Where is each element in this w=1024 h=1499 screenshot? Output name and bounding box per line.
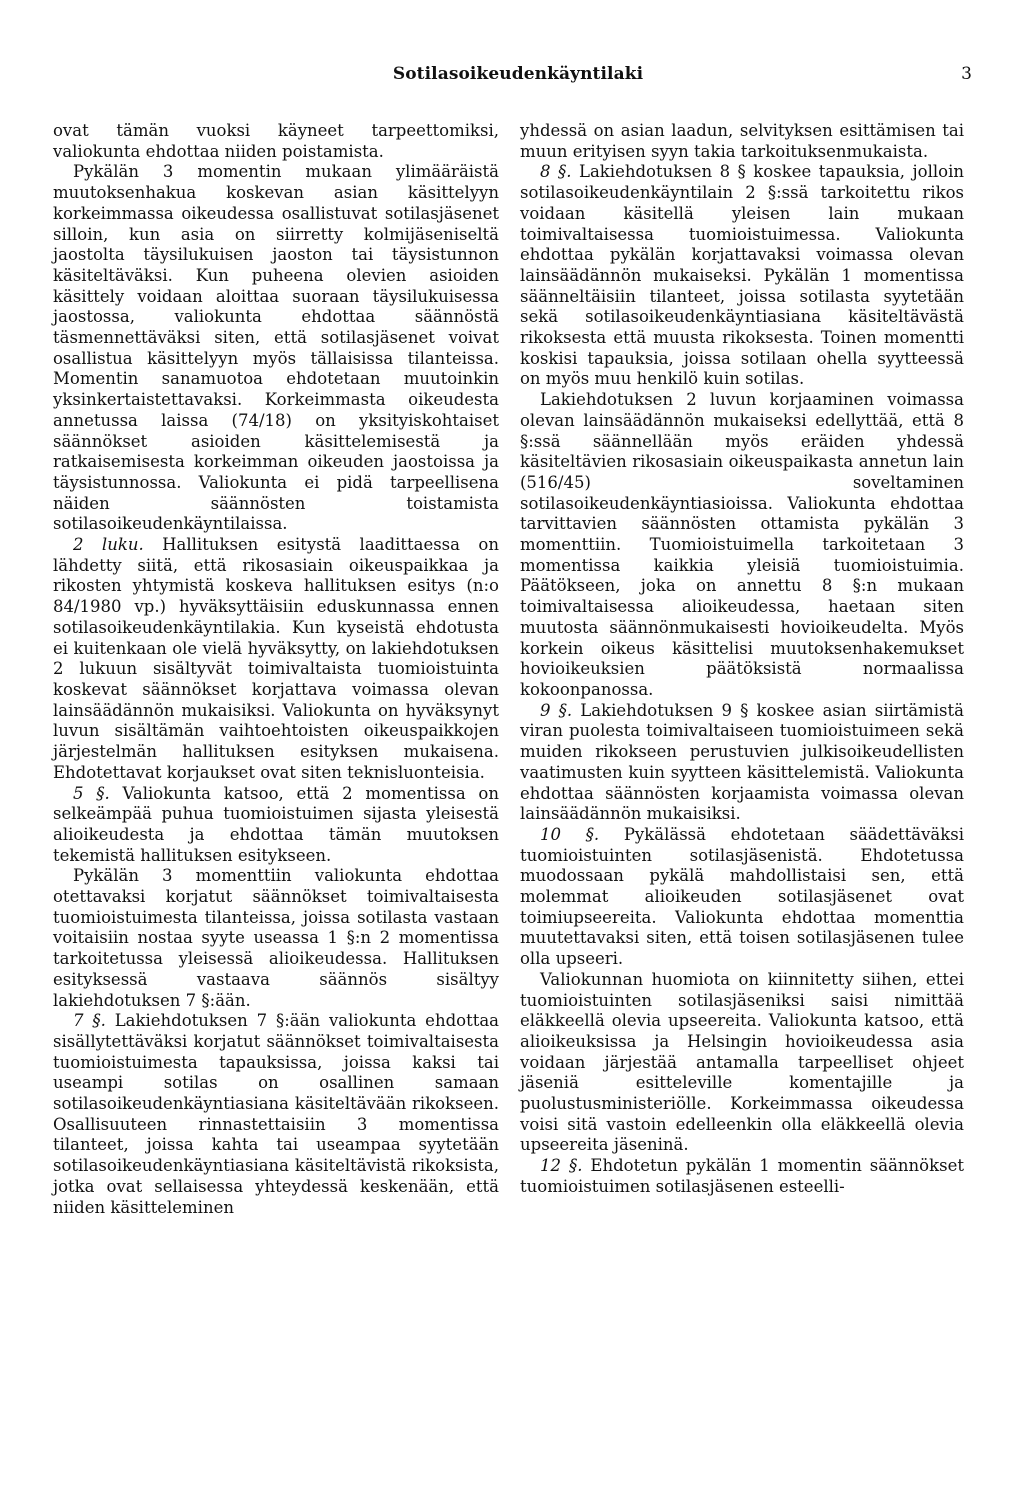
- paragraph: Lakiehdotuksen 2 luvun korjaaminen voimassa olevan lainsäädännön mukaiseksi edellyttää, että 8 §:ssä säännellään myös eräiden yhdessä käsiteltävien rikosasiain oikeuspaikasta annetun lain (516/45) soveltaminen sotilasoikeudenkäyntiasioissa. Valiokunta ehdottaa tarvittavien säännösten ottamista pykälän 3 momenttiin. Tuomioistuimella tarkoitetaan 3 momentissa kaikkia yleisiä tuomioistuimia. Päätökseen, joka on annettu 8 §:n mukaan toimivaltaisessa alioikeudessa, haetaan siten muutosta säännönmukaisesti hovioikeudelta. Myös korkein oikeus käsittelisi muutoksenhakemukset hovioikeuksien päätöksistä normaalissa kokoonpanossa.: [520, 390, 964, 699]
- paragraph: [53, 535, 499, 783]
- section-label: 7 §.: [73, 1011, 106, 1031]
- section-label: 8 §.: [540, 162, 572, 182]
- paragraph-text: Pykälässä ehdotetaan säädettäväksi tuomioistuinten sotilasjäsenistä. Ehdotetussa muodossaan pykälä mahdollistaisi sen, että molemmat alioikeuden sotilasjäsenet ovat toimiupseereita. Valiokunta ehdottaa momenttia muutettavaksi siten, että toisen sotilasjäsenen tulee olla upseeri.: [520, 824, 964, 969]
- paragraph: yhdessä on asian laadun, selvityksen esittämisen tai muun erityisen syyn takia tarkoituksenmukaista.: [520, 121, 964, 161]
- paragraph-text: Lakiehdotuksen 9 § koskee asian siirtämistä viran puolesta toimivaltaiseen tuomioistuimeen sekä muiden rikokseen perustuvien julkisoikeudellisten vaatimusten kuin syytteen käsittelemistä. Valiokunta ehdottaa säännösten korjaamista voimassa olevan lainsäädännön mukaisiksi.: [520, 700, 964, 824]
- section-label: 9 §.: [540, 700, 573, 720]
- section-label: 12 §.: [540, 1156, 583, 1176]
- paragraph-text: Valiokunta katsoo, että 2 momentissa on selkeämpää puhua tuomioistuimen sijasta yleisestä alioikeudesta ja ehdottaa tämän muutoksen tekemistä hallituksen esitykseen.: [53, 783, 499, 865]
- paragraph: [520, 162, 964, 390]
- paragraph-text: Ehdotetun pykälän 1 momentin säännökset tuomioistuimen sotilasjäsenen esteelli-: [520, 1156, 964, 1196]
- paragraph: [53, 784, 499, 867]
- paragraph-text: Lakiehdotuksen 8 § koskee tapauksia, jolloin sotilasoikeudenkäyntilain 2 §:ssä tarkoitettu rikos voidaan käsitellä yleisen lain mukaan toimivaltaisessa tuomioistuimessa. Valiokunta ehdottaa pykälän korjattavaksi voimassa olevan lainsäädännön mukaiseksi. Pykälän 1 momentissa säänneltäisiin tilanteet, joissa sotilasta syytetään sekä sotilasoikeudenkäyntiasiana käsiteltävästä rikoksesta että muusta rikoksesta. Toinen momentti koskisi tapauksia, joissa sotilaan ohella syytteessä on myös muu henkilö kuin sotilas.: [520, 162, 964, 389]
- paragraph-text: Lakiehdotuksen 7 §:ään valiokunta ehdottaa sisällytettäväksi korjatut säännökset toimivaltaisesta tuomioistuimesta tapauksissa, joissa kaksi tai useampi sotilas on osallinen samaan sotilasoikeudenkäyntiasiana käsiteltävään rikokseen. Osallisuuteen rinnastettaisiin 3 momentissa tilanteet, joissa kahta tai useampaa syytetään sotilasoikeudenkäyntiasiana käsiteltävistä rikoksista, jotka ovat sellaisessa yhteydessä keskenään, että niiden käsitteleminen: [53, 1011, 499, 1217]
- paragraph: Pykälän 3 momenttiin valiokunta ehdottaa otettavaksi korjatut säännökset toimivaltaisesta tuomioistuimesta tilanteissa, joissa sotilasta vastaan voitaisiin nostaa syyte useassa 1 §:n 2 momentissa tarkoitetussa yleisessä alioikeudessa. Hallituksen esityksessä vastaava säännös sisältyy lakiehdotuksen 7 §:ään.: [53, 866, 499, 1010]
- paragraph: Valiokunnan huomiota on kiinnitetty siihen, ettei tuomioistuinten sotilasjäseniksi saisi nimittää eläkkeellä olevia upseereita. Valiokunta katsoo, että alioikeuksissa ja Helsingin hovioikeudessa asia voidaan järjestää antamalla tarpeelliset ohjeet jäseniä esitteleville komentajille ja puolustusministeriölle. Korkeimmassa oikeudessa voisi sitä vastoin edelleenkin olla eläkkeellä olevia upseereita jäseninä.: [520, 969, 964, 1155]
- paragraph: [520, 1156, 964, 1197]
- left-column: [53, 121, 499, 1218]
- paragraph: Pykälän 3 momentin mukaan ylimääräistä muutoksenhakua koskevan asian käsittelyyn korkeimmassa oikeudessa osallistuvat sotilasjäsenet silloin, kun asia on siirretty kolmijäseniseltä jaostolta täysilukuisen jaoston tai täysistunnon käsiteltäväksi. Kun puheena olevien asioiden käsittely voidaan aloittaa suoraan täysilukuisessa jaostossa, valiokunta ehdottaa säännöstä täsmennettäväksi siten, että sotilasjäsenet voivat osallistua käsittelyyn myös tällaisissa tilanteissa. Momentin sanamuotoa ehdotetaan muutoinkin yksinkertaistettavaksi. Korkeimmasta oikeudesta annetussa laissa (74/18) on yksityiskohtaiset säännökset asioiden käsittelemisestä ja ratkaisemisesta korkeimman oikeuden jaostoissa ja täysistunnossa. Valiokunta ei pidä tarpeellisena näiden säännösten toistamista sotilasoikeudenkäyntilaissa.: [53, 162, 499, 534]
- paragraph-text: Hallituksen esitystä laadittaessa on lähdetty siitä, että rikosasiain oikeuspaikkaa ja rikosten yhtymistä koskeva hallituksen esitys (n:o 84/1980 vp.) hyväksyttäisiin eduskunnassa ennen sotilasoikeudenkäyntilakia. Kun kyseistä ehdotusta ei kuitenkaan ole vielä hyväksytty, on lakiehdotuksen 2 lukuun sisältyvät toimivaltaista tuomioistuinta koskevat säännökset korjattava voimassa olevan lainsäädännön mukaisiksi. Valiokunta on hyväksynyt luvun sisältämän vaihtoehtoisten oikeuspaikkojen järjestelmän hallituksen esityksen mukaisena. Ehdotettavat korjaukset ovat siten teknisluonteisia.: [53, 535, 499, 782]
- section-label: 10 §.: [540, 824, 600, 844]
- right-column: [520, 121, 964, 1198]
- section-label: 2 luku.: [73, 535, 144, 555]
- paragraph: [520, 825, 964, 970]
- running-title: Sotilasoikeudenkäyntilaki: [392, 64, 644, 84]
- paragraph: ovat tämän vuoksi käyneet tarpeettomiksi, valiokunta ehdottaa niiden poistamista.: [53, 121, 499, 161]
- paragraph: [53, 1011, 499, 1218]
- page-number: 3: [961, 64, 972, 84]
- section-label: 5 §.: [73, 783, 110, 803]
- paragraph: [520, 701, 964, 825]
